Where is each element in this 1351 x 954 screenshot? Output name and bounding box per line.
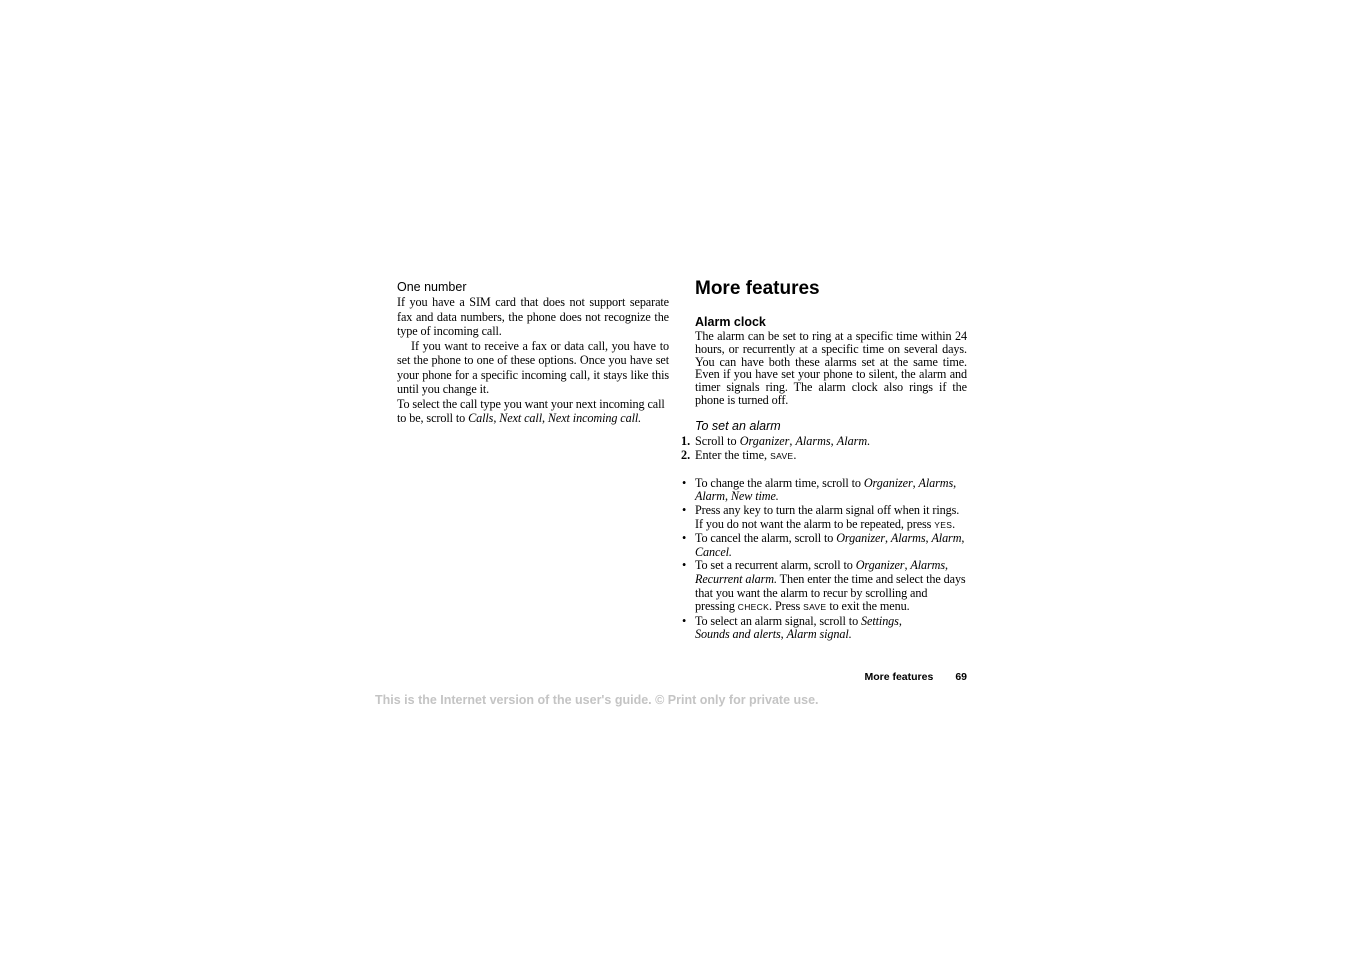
bullet-item: • To change the alarm time, scroll to Organizer, Alarms, Alarm, New time. bbox=[682, 475, 957, 504]
bullet-item: • To select an alarm signal, scroll to Settings, Sounds and alerts, Alarm signal. bbox=[682, 613, 902, 642]
disclaimer-text: This is the Internet version of the user's guide. © Print only for private use. bbox=[375, 693, 819, 707]
key-save: SAVE bbox=[803, 602, 827, 613]
bullet-item: • To set a recurrent alarm, scroll to Organizer, Alarms, Recurrent alarm. Then enter the time and select the days that you want the alarm to recur by scrolling and pressing CHECK. Press SAVE to exit the menu. bbox=[682, 558, 966, 614]
step-number: 1. bbox=[681, 433, 691, 448]
menu-path-recurrent-alarm: Recurrent alarm bbox=[695, 571, 774, 586]
key-check: CHECK bbox=[737, 602, 770, 613]
bullet-item: • Press any key to turn the alarm signal off when it rings. If you do not want the alarm to be repeated, press YES. bbox=[682, 502, 960, 531]
menu-path-organizer: Organizer bbox=[863, 475, 913, 490]
menu-path-alarm: Alarm bbox=[931, 531, 962, 546]
bullet-text-continued: . Press bbox=[769, 599, 804, 614]
select-call-type-text: To select the call type you want your next incoming call to be, scroll to bbox=[397, 396, 665, 425]
right-column bbox=[681, 277, 967, 642]
step-text: Scroll to bbox=[695, 433, 740, 448]
menu-path-alarms: Alarms bbox=[910, 558, 945, 573]
bullet-item: • To cancel the alarm, scroll to Organizer, Alarms, Alarm, Cancel. bbox=[682, 531, 965, 559]
menu-path-alarm: Alarm bbox=[836, 433, 868, 448]
menu-path-organizer: Organizer bbox=[739, 433, 790, 448]
procedure-title: To set an alarm bbox=[695, 418, 781, 433]
bullet-text: To set a recurrent alarm, scroll to bbox=[695, 558, 856, 573]
paragraph-select-call-type: To select the call type you want your next incoming call to be, scroll to Calls, Next call, Next incoming call. bbox=[397, 396, 665, 425]
page-number: 69 bbox=[955, 671, 967, 683]
menu-path-sounds-and-alerts: Sounds and alerts bbox=[695, 627, 781, 642]
key-save: SAVE bbox=[770, 450, 794, 461]
subheading-one-number: One number bbox=[397, 280, 467, 294]
bullet-text-end: to exit the menu. bbox=[826, 599, 910, 614]
key-yes: YES bbox=[934, 519, 953, 530]
menu-path-alarm: Alarm bbox=[695, 489, 725, 504]
bullet-text: To change the alarm time, scroll to bbox=[695, 475, 864, 490]
alarm-intro-paragraph: The alarm can be set to ring at a specific time within 24 hours, or recurrently at a specific time on several days. You can have both these alarms set at the same time. Even if you have set your phone to silent, the alarm and timer signals ring. The alarm clock also rings if the phone is turned off. bbox=[695, 329, 967, 407]
menu-path-settings: Settings bbox=[861, 613, 899, 628]
menu-path-organizer: Organizer bbox=[836, 531, 885, 546]
step-item: 2. Enter the time, SAVE. bbox=[681, 447, 797, 462]
footer-section-name: More features bbox=[864, 671, 934, 683]
bullet-text: To cancel the alarm, scroll to bbox=[695, 531, 837, 546]
left-column bbox=[397, 280, 669, 426]
menu-path-cancel: Cancel bbox=[695, 544, 729, 559]
menu-path-next-incoming-call: Next incoming call bbox=[547, 411, 639, 425]
tips-list bbox=[682, 475, 967, 642]
paragraph-fax-data: If you want to receive a fax or data call, you have to set the phone to one of these options. Once you have set your phone for a specific incoming call, it stays like this until you change it. bbox=[397, 338, 669, 396]
bullet-text-continued: Then enter the time and select the days that you want the alarm to recur by scrolling and pressing bbox=[695, 571, 966, 614]
step-item: 1. Scroll to Organizer, Alarms, Alarm. bbox=[681, 433, 871, 448]
menu-path-alarms: Alarms bbox=[890, 531, 926, 546]
menu-path-alarms: Alarms bbox=[795, 433, 831, 448]
paragraph-sim-card: If you have a SIM card that does not support separate fax and data numbers, the phone does not recognize the type of incoming call. bbox=[397, 295, 669, 338]
step-text: Enter the time, bbox=[695, 447, 771, 462]
menu-path-new-time: New time bbox=[730, 489, 776, 504]
page-footer bbox=[695, 671, 967, 683]
steps-list bbox=[681, 433, 967, 463]
step-number: 2. bbox=[681, 447, 691, 462]
menu-path-alarms: Alarms bbox=[918, 475, 954, 490]
topic-title-alarm-clock: Alarm clock bbox=[695, 315, 766, 329]
menu-path-calls: Calls bbox=[468, 411, 494, 425]
menu-path-organizer: Organizer bbox=[855, 558, 905, 573]
bullet-text: Press any key to turn the alarm signal off when it rings. If you do not want the alarm to be repeated, press bbox=[695, 502, 960, 531]
menu-path-alarm-signal: Alarm signal bbox=[786, 627, 849, 642]
section-title: More features bbox=[695, 278, 820, 299]
menu-path-next-call: Next call bbox=[499, 411, 542, 425]
bullet-text: To select an alarm signal, scroll to bbox=[695, 613, 862, 628]
